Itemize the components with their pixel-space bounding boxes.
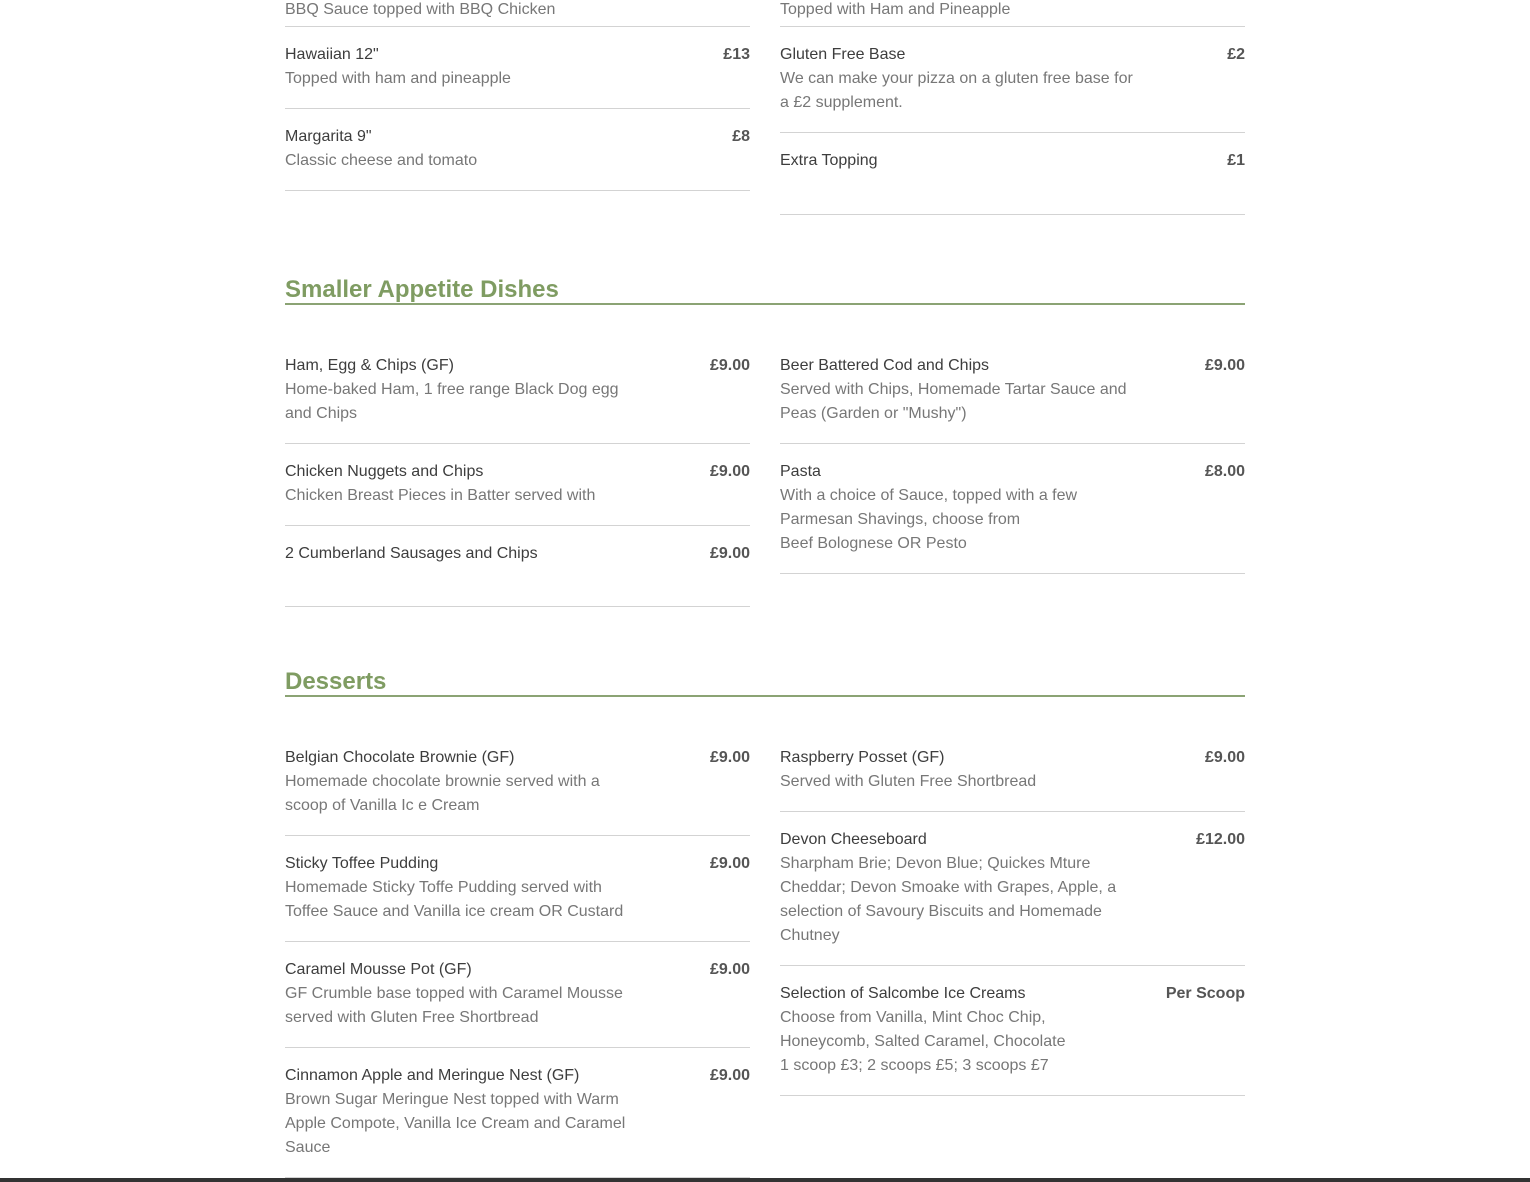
item-name: Hawaiian 12" <box>285 46 379 63</box>
item-price: £9.00 <box>709 545 750 562</box>
section-title: Desserts <box>285 668 387 695</box>
item-name: Raspberry Posset (GF) <box>780 749 945 766</box>
menu-item <box>285 526 750 607</box>
menu-item <box>780 444 1245 574</box>
item-description: Classic cheese and tomato <box>285 152 478 169</box>
item-description: Brown Sugar Meringue Nest topped with Warm Apple Compote, Vanilla Ice Cream and Caramel Sauce <box>285 1091 626 1156</box>
menu-item <box>285 836 750 942</box>
item-price: £9.00 <box>709 749 750 766</box>
item-description: Served with Chips, Homemade Tartar Sauce and Peas (Garden or "Mushy") <box>780 381 1127 422</box>
item-price: £13 <box>723 46 750 63</box>
menu-item <box>285 109 750 191</box>
menu-item <box>285 338 750 444</box>
item-price: £12.00 <box>1196 831 1245 848</box>
item-name: Caramel Mousse Pot (GF) <box>285 961 472 978</box>
item-name: 2 Cumberland Sausages and Chips <box>285 545 538 562</box>
item-name: Ham, Egg & Chips (GF) <box>285 357 454 374</box>
smaller-column-right <box>780 338 1245 574</box>
menu-item <box>285 444 750 526</box>
item-description: Choose from Vanilla, Mint Choc Chip, Honeycomb, Salted Caramel, Chocolate 1 scoop £3; 2 scoops £5; 3 scoops £7 <box>780 1009 1066 1074</box>
item-description: Sharpham Brie; Devon Blue; Quickes Mture Cheddar; Devon Smoake with Grapes, Apple, a selection of Savoury Biscuits and Homemade Chutney <box>780 855 1117 944</box>
desserts-column-left <box>285 730 750 1178</box>
menu-item <box>780 812 1245 966</box>
smaller-column-left <box>285 338 750 607</box>
item-description: Homemade chocolate brownie served with a scoop of Vanilla Ic e Cream <box>285 773 600 814</box>
item-price: £2 <box>1227 46 1245 63</box>
menu-item <box>780 27 1245 133</box>
menu-item <box>285 730 750 836</box>
item-name: Belgian Chocolate Brownie (GF) <box>285 749 515 766</box>
item-name: Cinnamon Apple and Meringue Nest (GF) <box>285 1067 580 1084</box>
item-name: Gluten Free Base <box>780 46 906 63</box>
item-description: GF Crumble base topped with Caramel Mousse served with Gluten Free Shortbread <box>285 985 623 1026</box>
item-price: Per Scoop <box>1165 985 1245 1002</box>
item-name: Chicken Nuggets and Chips <box>285 463 484 480</box>
item-name: Devon Cheeseboard <box>780 831 927 848</box>
section-header-smaller-appetite <box>285 277 1245 305</box>
item-name: Pasta <box>780 463 821 480</box>
item-description: With a choice of Sauce, topped with a few Parmesan Shavings, choose from Beef Bolognese OR Pesto <box>780 487 1078 552</box>
item-price: £9.00 <box>709 1067 750 1084</box>
menu-item <box>780 730 1245 812</box>
item-price: £9.00 <box>709 463 750 480</box>
item-price: £8 <box>732 128 750 145</box>
item-name: Beer Battered Cod and Chips <box>780 357 990 374</box>
item-description: Chicken Breast Pieces in Batter served with <box>285 487 596 504</box>
item-description: Homemade Sticky Toffe Pudding served with Toffee Sauce and Vanilla ice cream OR Custard <box>285 879 624 920</box>
item-price: £9.00 <box>1204 749 1245 766</box>
menu-item <box>780 338 1245 444</box>
menu-item <box>285 27 750 109</box>
item-description: Home-baked Ham, 1 free range Black Dog egg and Chips <box>285 381 619 422</box>
item-description: We can make your pizza on a gluten free base for a £2 supplement. <box>780 70 1133 111</box>
menu-item <box>780 133 1245 215</box>
item-description: Topped with ham and pineapple <box>285 70 511 87</box>
item-name: Extra Topping <box>780 152 878 169</box>
item-price: £9.00 <box>709 855 750 872</box>
pizza-column-right <box>780 1 1245 215</box>
menu-item <box>285 1048 750 1178</box>
item-name: Selection of Salcombe Ice Creams <box>780 985 1026 1002</box>
item-price: £9.00 <box>709 961 750 978</box>
cut-off-description: Topped with Ham and Pineapple <box>780 1 1011 18</box>
item-price: £9.00 <box>1204 357 1245 374</box>
item-price: £1 <box>1227 152 1245 169</box>
item-description: Served with Gluten Free Shortbread <box>780 773 1037 790</box>
pizza-column-left <box>285 1 750 191</box>
menu-item <box>780 966 1245 1096</box>
desserts-column-right <box>780 730 1245 1096</box>
footer-bar <box>0 1178 1530 1182</box>
item-price: £8.00 <box>1204 463 1245 480</box>
section-header-desserts <box>285 669 1245 697</box>
cut-off-description: BBQ Sauce topped with BBQ Chicken <box>285 1 556 18</box>
item-price: £9.00 <box>709 357 750 374</box>
item-name: Sticky Toffee Pudding <box>285 855 439 872</box>
section-title: Smaller Appetite Dishes <box>285 276 559 303</box>
menu-item <box>285 942 750 1048</box>
item-name: Margarita 9" <box>285 128 372 145</box>
